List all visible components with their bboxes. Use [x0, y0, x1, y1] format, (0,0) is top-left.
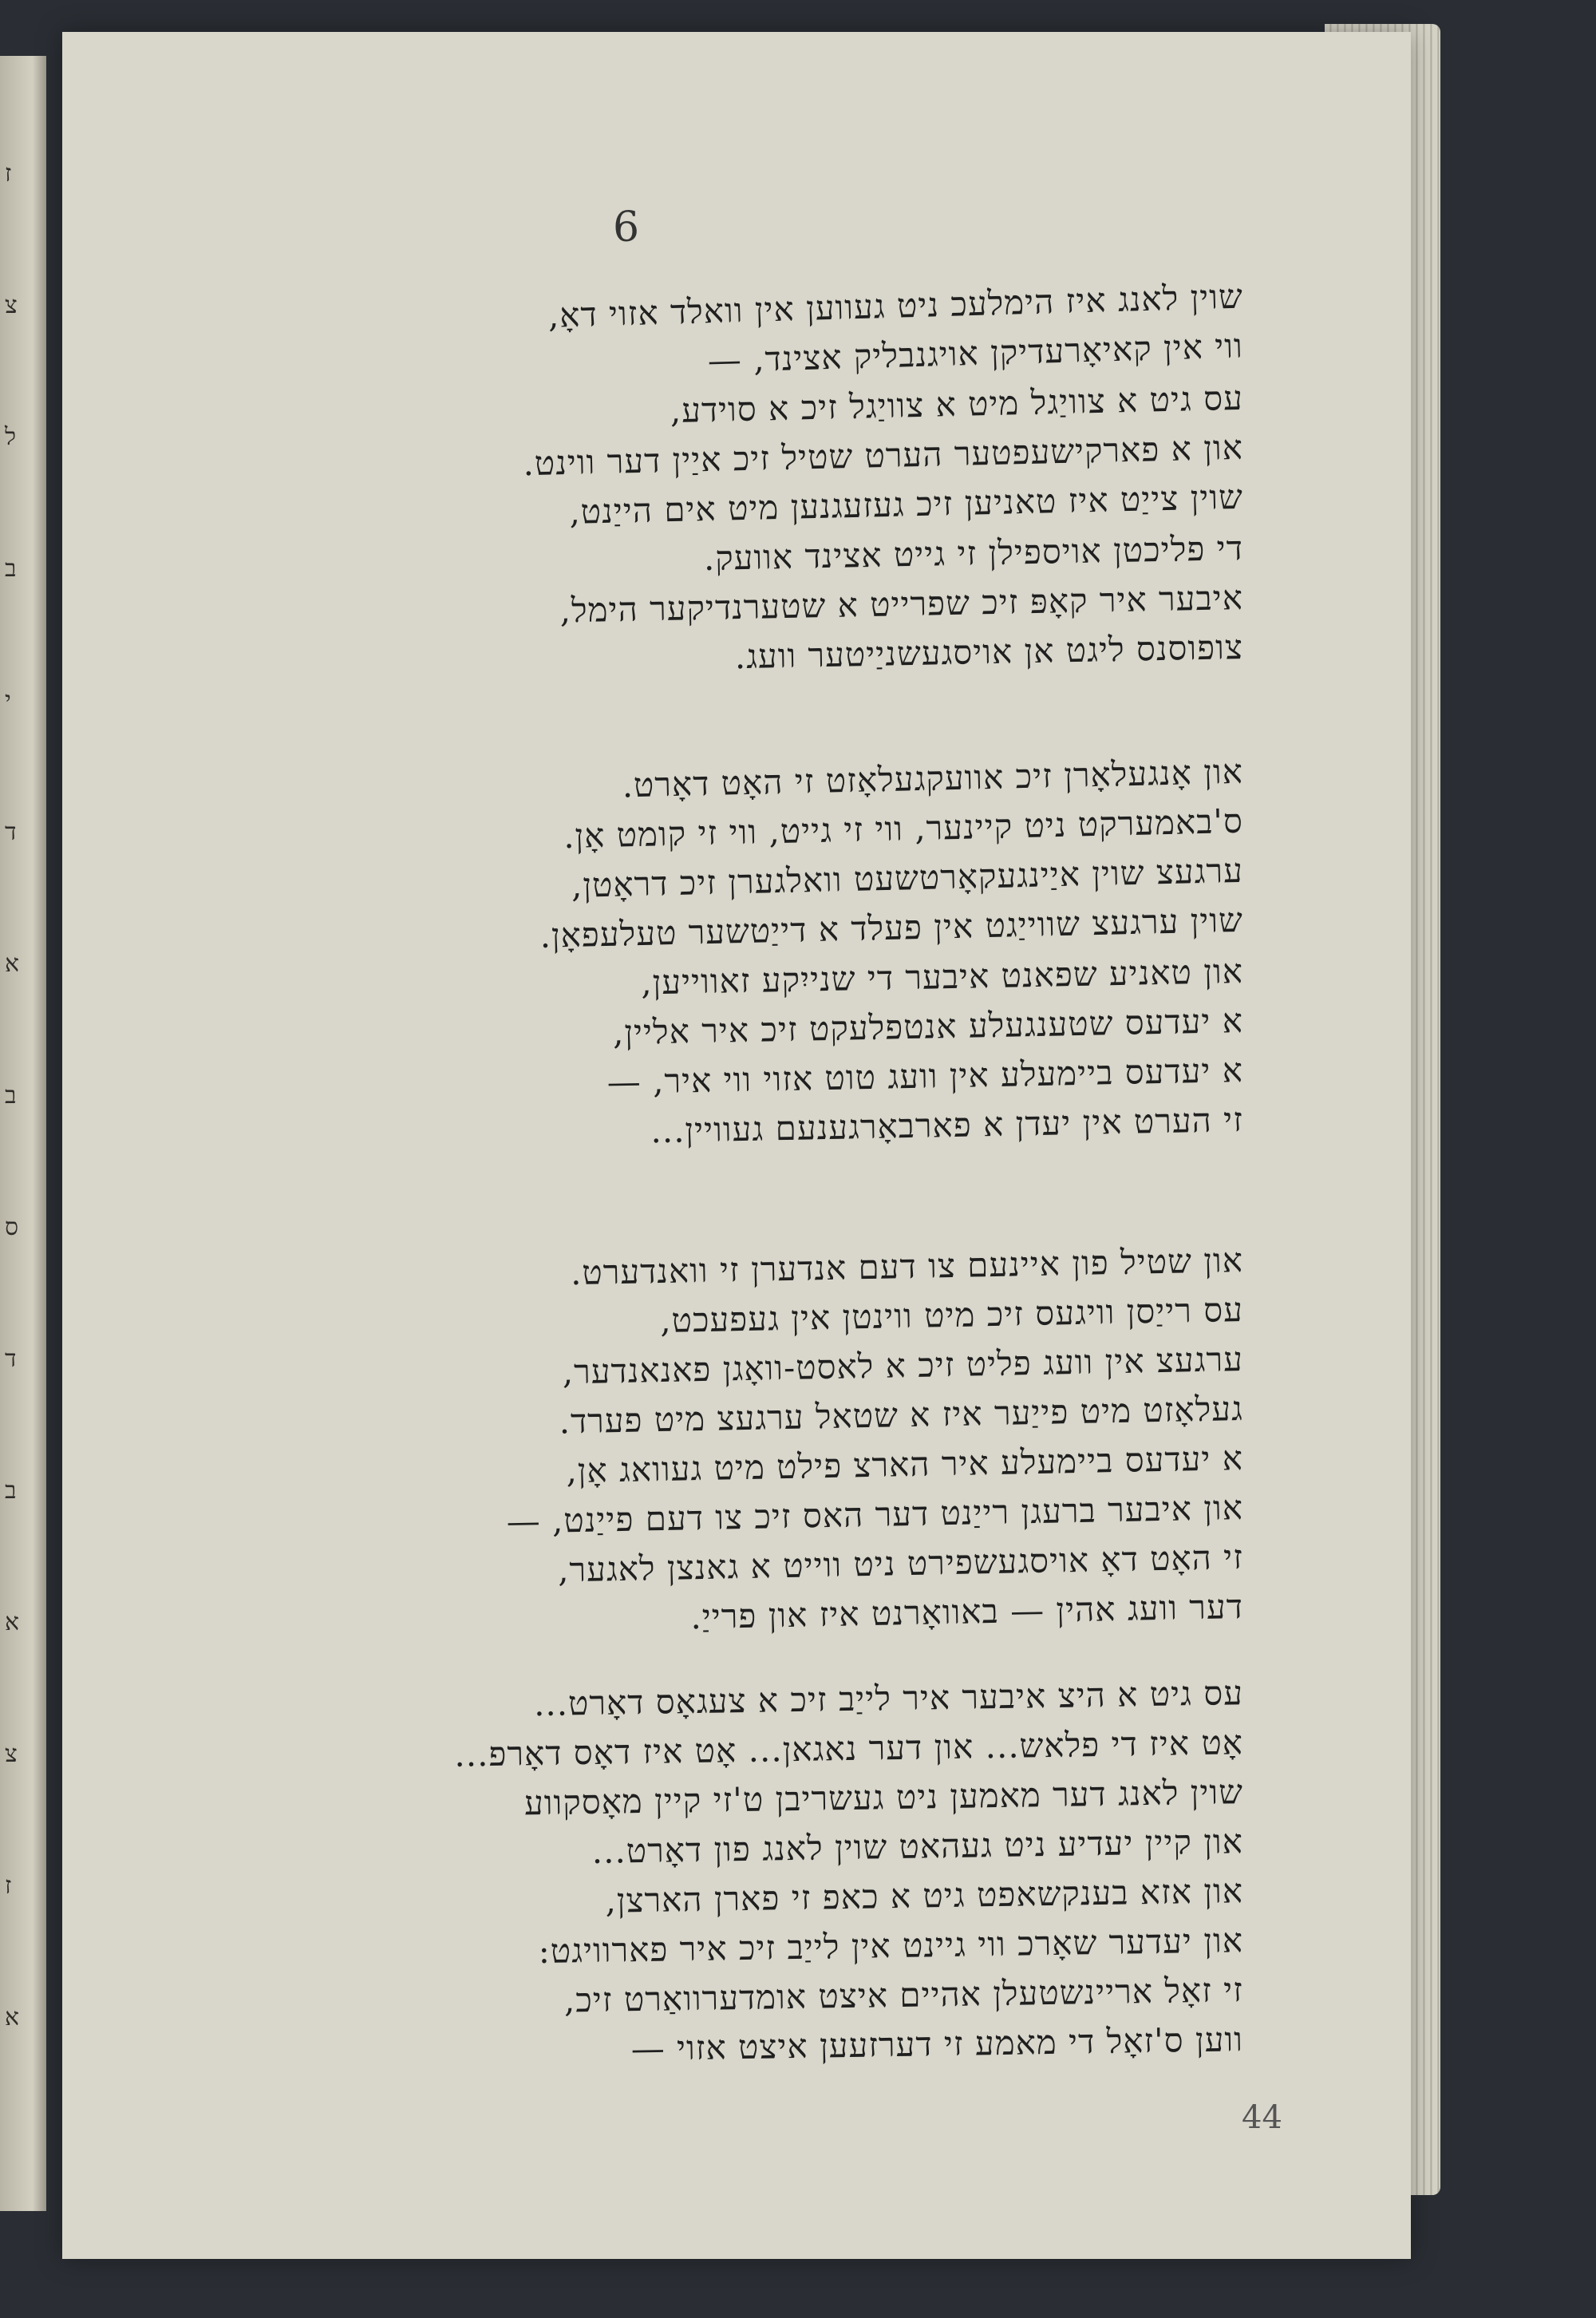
poem-line: אָט איז די פלאש... און דער נאגאן... אָט איז דאָס דאָרפ...: [453, 1723, 1244, 1774]
poem-line: ווען ס'זאָל די מאמע זי דערזעען איצט אזוי —: [630, 2019, 1244, 2069]
poem-line: זי האָט דאָ אויסגעשפירט ניט ווייט א גאנצן לאגער,: [557, 1537, 1244, 1590]
facing-page-glyph: ז: [5, 160, 12, 188]
poem-line: די פליכטן אויספילן זי גייט אצינד אוועק.: [703, 528, 1244, 578]
poem-line: עס רייַסן וויגעס זיכ מיט ווינטן אין געפעכט,: [659, 1290, 1244, 1341]
poem-line: א יעדעס ביימעלע אין וועג טוט אזוי ווי איר, —: [606, 1050, 1244, 1102]
facing-page-glyph: ס: [5, 1213, 19, 1241]
poem-line: און יעדער שאָרכ ווי גיינט אין לייַב זיכ איר פארוויגט:: [538, 1920, 1244, 1972]
poem-line: ערגעצ אין וועג פליט זיכ א לאסט-וואָגן פאנאנדער,: [562, 1339, 1244, 1392]
poem-line: ס'באמערקט ניט קיינער, ווי זי גייט, ווי זי קומט אָן.: [563, 801, 1244, 856]
poem-line: און א פארקישעפטער הערט שטיל זיכ איַין דער ווינט.: [522, 427, 1244, 484]
poem-line: זי הערט אין יעדן א פארבאָרגענעם געוויין...: [650, 1100, 1244, 1151]
poem-line: און אָנגעלאָרן זיכ אוועקגעלאָזט זי האָט דאָרט.: [622, 751, 1244, 805]
facing-page-glyph: ז: [5, 1872, 12, 1900]
poem-line: עס גיט א היצ איבער איר לייַב זיכ א צעגאָס דאָרט...: [533, 1673, 1244, 1724]
facing-page-edge: [0, 56, 46, 2211]
folio-number: 44: [1242, 2099, 1282, 2136]
facing-page-glyph: ב: [5, 1082, 17, 1110]
poem-line: שוין צייַט איז טאניען זיכ געזעגנען מיט אים הייַנט,: [568, 477, 1244, 532]
facing-page-glyph: צ: [5, 1740, 18, 1768]
stanza-1: [246, 276, 1244, 682]
poem-line: איבער איר קאָפּ זיכ שפרייט א שטערנדיקער הימל,: [559, 578, 1244, 631]
poem-line: א יעדעס ביימעלע איר הארצ פילט מיט געוואג אָן,: [565, 1438, 1244, 1491]
poem-line: זי זאָל אריינשטעלן אהיים איצט אומדערוואַרט זיכ,: [563, 1970, 1244, 2020]
stanza-3: [246, 1240, 1244, 1641]
poem-line: ערגעצ שוין איַינגעקאָרטשעט וואלגערן זיכ דראָטן,: [571, 850, 1244, 905]
stanza-4: [246, 1673, 1244, 2072]
poem-line: דער וועג אהין — באוואָרנט איז און פרייַ.: [689, 1587, 1244, 1637]
poem-line: געלאָזט מיט פייַער איז א שטאל ערגעצ מיט פערד.: [559, 1389, 1244, 1442]
poem-line: און איבער ברעגן רייַנט דער האס זיכ צו דעם פייַנט, —: [506, 1488, 1244, 1541]
poem-line: שוין ערגעצ שווייַגט אין פעלד א דייַטשער טעלעפאָן.: [539, 900, 1244, 955]
facing-page-glyph: ד: [5, 1345, 17, 1373]
poem-line: צופוסנס ליגט אן אויסגעשניַיטער וועג.: [734, 627, 1244, 677]
page-number: 6: [613, 204, 640, 251]
poem-line: ווי אין קאיאָרעדיקן אויגנבליק אצינד, —: [707, 326, 1244, 381]
stanza-2: [246, 751, 1244, 1154]
facing-page-glyph: א: [5, 1608, 20, 1636]
poem-line: און טאניע שפאנט איבער די שנייִקע זאווייען,: [640, 951, 1244, 1003]
facing-page-glyph: י: [5, 686, 11, 714]
poem-line: שוין לאנג איז הימלעכ ניט געווען אין וואלד אזוי דאָ,: [547, 276, 1244, 335]
poem-line: און אזא בענקשאפט גיט א כאפ זי פארן הארצן,: [605, 1871, 1244, 1920]
poem-line: און קיין יעדיע ניט געהאט שוין לאנג פון דאָרט...: [591, 1822, 1244, 1872]
facing-page-glyph: א: [5, 2004, 20, 2031]
book-page: [62, 32, 1411, 2259]
poem-line: שוין לאנג דער מאמען ניט געשריבן ט'זי קיין מאָסקווע: [523, 1772, 1244, 1823]
facing-page-glyph: ב: [5, 555, 17, 583]
facing-page-glyph: ל: [5, 423, 17, 451]
poem-line: א יעדעס שטענגעלע אנטפלעקט זיכ איר אליין,: [612, 1001, 1244, 1053]
poem-line: עס גיט א צוויַגל מיט א צוויַגל זיכ א סוידע,: [670, 378, 1244, 431]
facing-page-glyph: א: [5, 950, 20, 978]
facing-page-glyph: ב: [5, 1477, 17, 1505]
facing-page-glyph: צ: [5, 291, 18, 319]
facing-page-glyph: ד: [5, 818, 17, 846]
poem-line: און שטיל פון איינעם צו דעם אנדערן זי וואנדערט.: [570, 1240, 1244, 1293]
